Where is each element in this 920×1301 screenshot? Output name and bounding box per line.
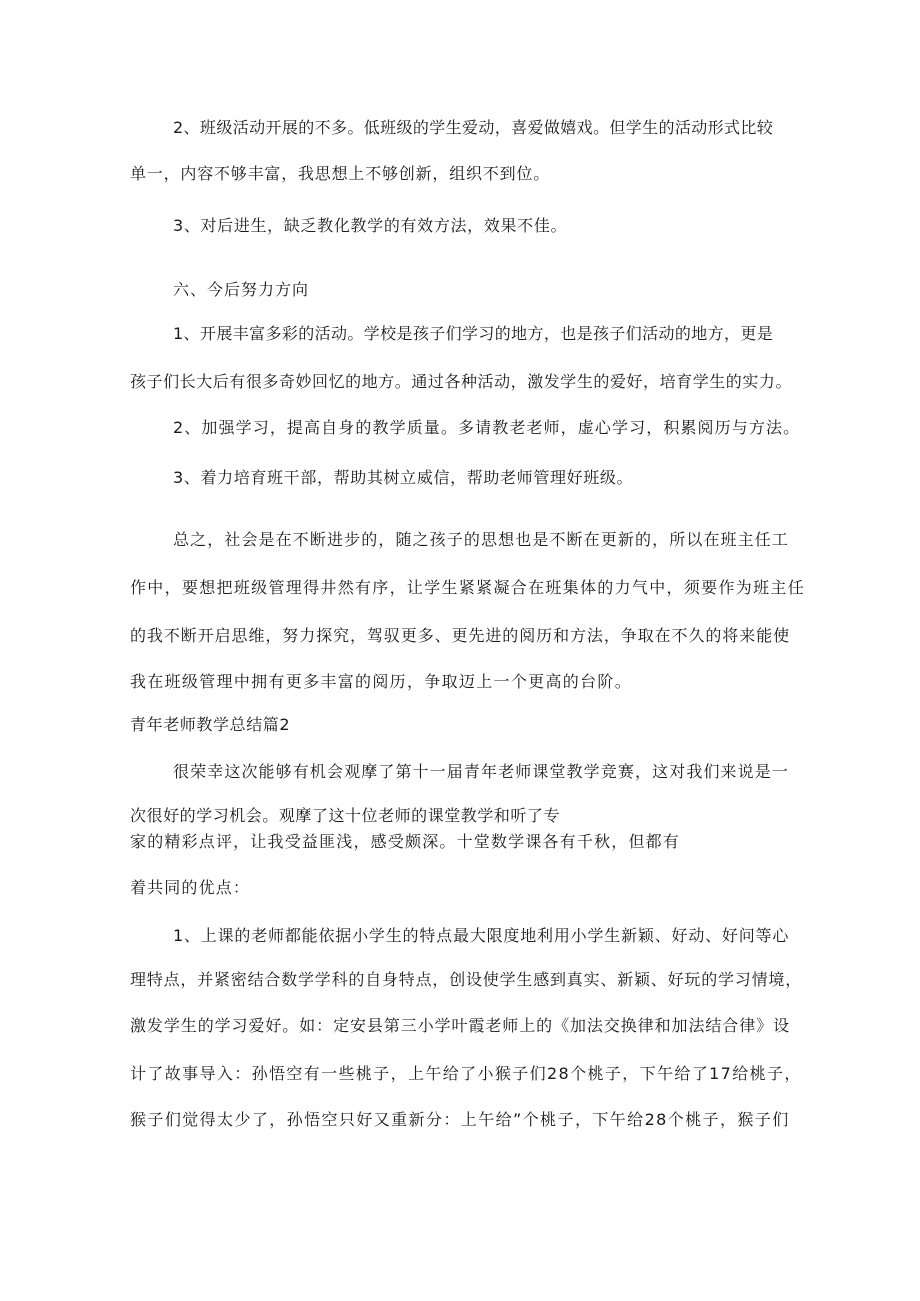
text-line: 2、加强学习，提高自身的教学质量。多请教老老师，虚心学习，积累阅历与方法。 [173, 418, 801, 437]
text-line: 1、上课的老师都能依据小学生的特点最大限度地利用小学生新颖、好动、好问等心 [173, 926, 790, 945]
text-line: 激发学生的学习爱好。如：定安县第三小学叶霞老师上的《加法交换律和加法结合律》设 [130, 1016, 791, 1035]
article-title: 青年老师教学总结篇2 [130, 715, 291, 734]
text-line: 很荣幸这次能够有机会观摩了第十一届青年老师课堂教学竞赛，这对我们来说是一 [173, 762, 790, 781]
text-line: 3、对后进生，缺乏教化教学的有效方法，效果不佳。 [173, 216, 568, 235]
text-line: 着共同的优点： [130, 878, 251, 897]
text-line: 总之，社会是在不断进步的，随之孩子的思想也是不断在更新的，所以在班主任工 [173, 530, 790, 549]
text-line: 的我不断开启思维，努力探究，驾驭更多、更先进的阅历和方法，争取在不久的将来能使 [130, 626, 791, 645]
text-line: 孩子们长大后有很多奇妙回忆的地方。通过各种活动，激发学生的爱好，培育学生的实力。 [130, 372, 793, 391]
text-line: 单一，内容不够丰富，我思想上不够创新，组织不到位。 [130, 164, 551, 183]
text-line: 作中，要想把班级管理得井然有序，让学生紧紧凝合在班集体的力气中，须要作为班主任 [130, 578, 806, 597]
text-line: 3、着力培育班干部，帮助其树立威信，帮助老师管理好班级。 [173, 468, 634, 487]
section-heading: 六、今后努力方向 [173, 280, 310, 299]
text-line: 2、班级活动开展的不多。低班级的学生爱动，喜爱做嬉戏。但学生的活动形式比较 [173, 118, 774, 137]
text-line: 猴子们觉得太少了，孙悟空只好又重新分：上午给”个桃子，下午给28个桃子，猴子们 [130, 1110, 790, 1129]
text-line: 理特点，并紧密结合数学学科的自身特点，创设使学生感到真实、新颖、好玩的学习情境， [130, 970, 803, 989]
text-line: 我在班级管理中拥有更多丰富的阅历，争取迈上一个更高的台阶。 [130, 672, 633, 691]
text-line: 1、开展丰富多彩的活动。学校是孩子们学习的地方，也是孩子们活动的地方，更是 [173, 324, 774, 343]
text-line: 次很好的学习机会。观摩了这十位老师的课堂教学和听了专 [130, 806, 561, 825]
text-line: 家的精彩点评，让我受益匪浅，感受颇深。十堂数学课各有千秋，但都有 [130, 832, 681, 851]
text-line: 计了故事导入：孙悟空有一些桃子，上午给了小猴子们28个桃子，下午给了17给桃子， [130, 1064, 802, 1083]
